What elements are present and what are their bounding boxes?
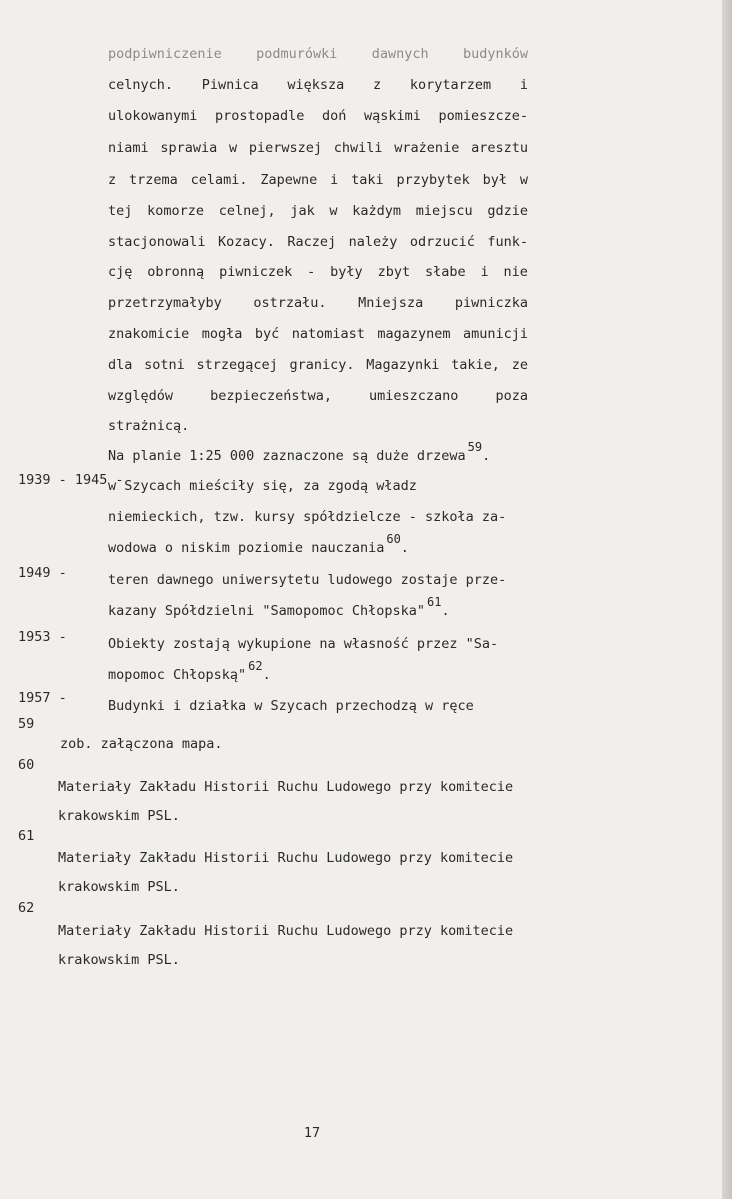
page-edge [722, 0, 732, 1199]
plan-note: Na planie 1:25 000 zaznaczone są duże drzewa59. [108, 440, 491, 464]
paragraph-line-10: znakomicie mogła być natomiast magazynem amunicji [108, 326, 528, 342]
footnote-ref-62[interactable]: 62 [248, 659, 263, 673]
chronology-line: niemieckich, tzw. kursy spółdzielcze - szkoła za- [108, 509, 507, 525]
paragraph-line-5: z trzema celami. Zapewne i taki przybytek był w [108, 172, 528, 188]
chronology-year: 1957 - [18, 690, 67, 706]
paragraph-last-line: strażnicą. [108, 418, 190, 434]
paragraph-line-3: ulokowanymi prostopadle doń wąskimi pomieszcze- [108, 108, 528, 124]
footnote-number: 59 [18, 716, 35, 732]
footnote-text: krakowskim PSL. [58, 952, 180, 968]
chronology-line-with-ref: kazany Spółdzielni "Samopomoc Chłopska"61. [108, 595, 450, 619]
paragraph-line-4: niami sprawia w pierwszej chwili wrażenie aresztu [108, 140, 528, 156]
paragraph-line-6: tej komorze celnej, jak w każdym miejscu gdzie [108, 203, 528, 219]
footnote-ref-60[interactable]: 60 [386, 532, 401, 546]
chronology-year: 1939 - 1945 - [18, 472, 124, 488]
chronology-line: Budynki i działka w Szycach przechodzą w ręce [108, 698, 474, 714]
paragraph-line-9: przetrzymałyby ostrzału. Mniejsza piwniczka [108, 295, 528, 311]
footnote-number: 61 [18, 828, 35, 844]
footnote-ref-61[interactable]: 61 [426, 595, 442, 609]
chronology-year: 1953 - [18, 629, 67, 645]
footnote-text: Materiały Zakładu Historii Ruchu Ludowego przy komitecie [58, 923, 514, 939]
chronology-line: w Szycach mieściły się, za zgodą władz [108, 478, 417, 494]
paragraph-line-7: stacjonowali Kozacy. Raczej należy odrzucić funk- [108, 234, 528, 250]
page-number: 17 [303, 1125, 321, 1141]
footnote-number: 62 [18, 900, 35, 916]
paragraph-line-1: podpiwniczenie podmurówki dawnych budynków [108, 46, 528, 62]
paragraph-line-2: celnych. Piwnica większa z korytarzem i [108, 77, 528, 93]
footnote-text: Materiały Zakładu Historii Ruchu Ludowego przy komitecie [58, 779, 514, 795]
chronology-line-with-ref: wodowa o niskim poziomie nauczania60. [108, 532, 409, 556]
footnote-ref-59[interactable]: 59 [467, 440, 483, 454]
chronology-line-with-ref: mopomoc Chłopską"62. [108, 659, 271, 683]
chronology-year: 1949 - [18, 565, 67, 581]
footnote-number: 60 [18, 757, 35, 773]
footnote-text: zob. załączona mapa. [60, 736, 223, 752]
paragraph-line-11: dla sotni strzegącej granicy. Magazynki takie, ze [108, 357, 528, 373]
footnote-text: Materiały Zakładu Historii Ruchu Ludowego przy komitecie [58, 850, 514, 866]
paragraph-line-12: względów bezpieczeństwa, umieszczano poza [108, 388, 528, 404]
paragraph-line-8: cję obronną piwniczek - były zbyt słabe i nie [108, 264, 528, 280]
chronology-line: Obiekty zostają wykupione na własność przez "Sa- [108, 636, 499, 652]
footnote-text: krakowskim PSL. [58, 879, 180, 895]
footnote-text: krakowskim PSL. [58, 808, 180, 824]
chronology-line: teren dawnego uniwersytetu ludowego zostaje prze- [108, 572, 507, 588]
